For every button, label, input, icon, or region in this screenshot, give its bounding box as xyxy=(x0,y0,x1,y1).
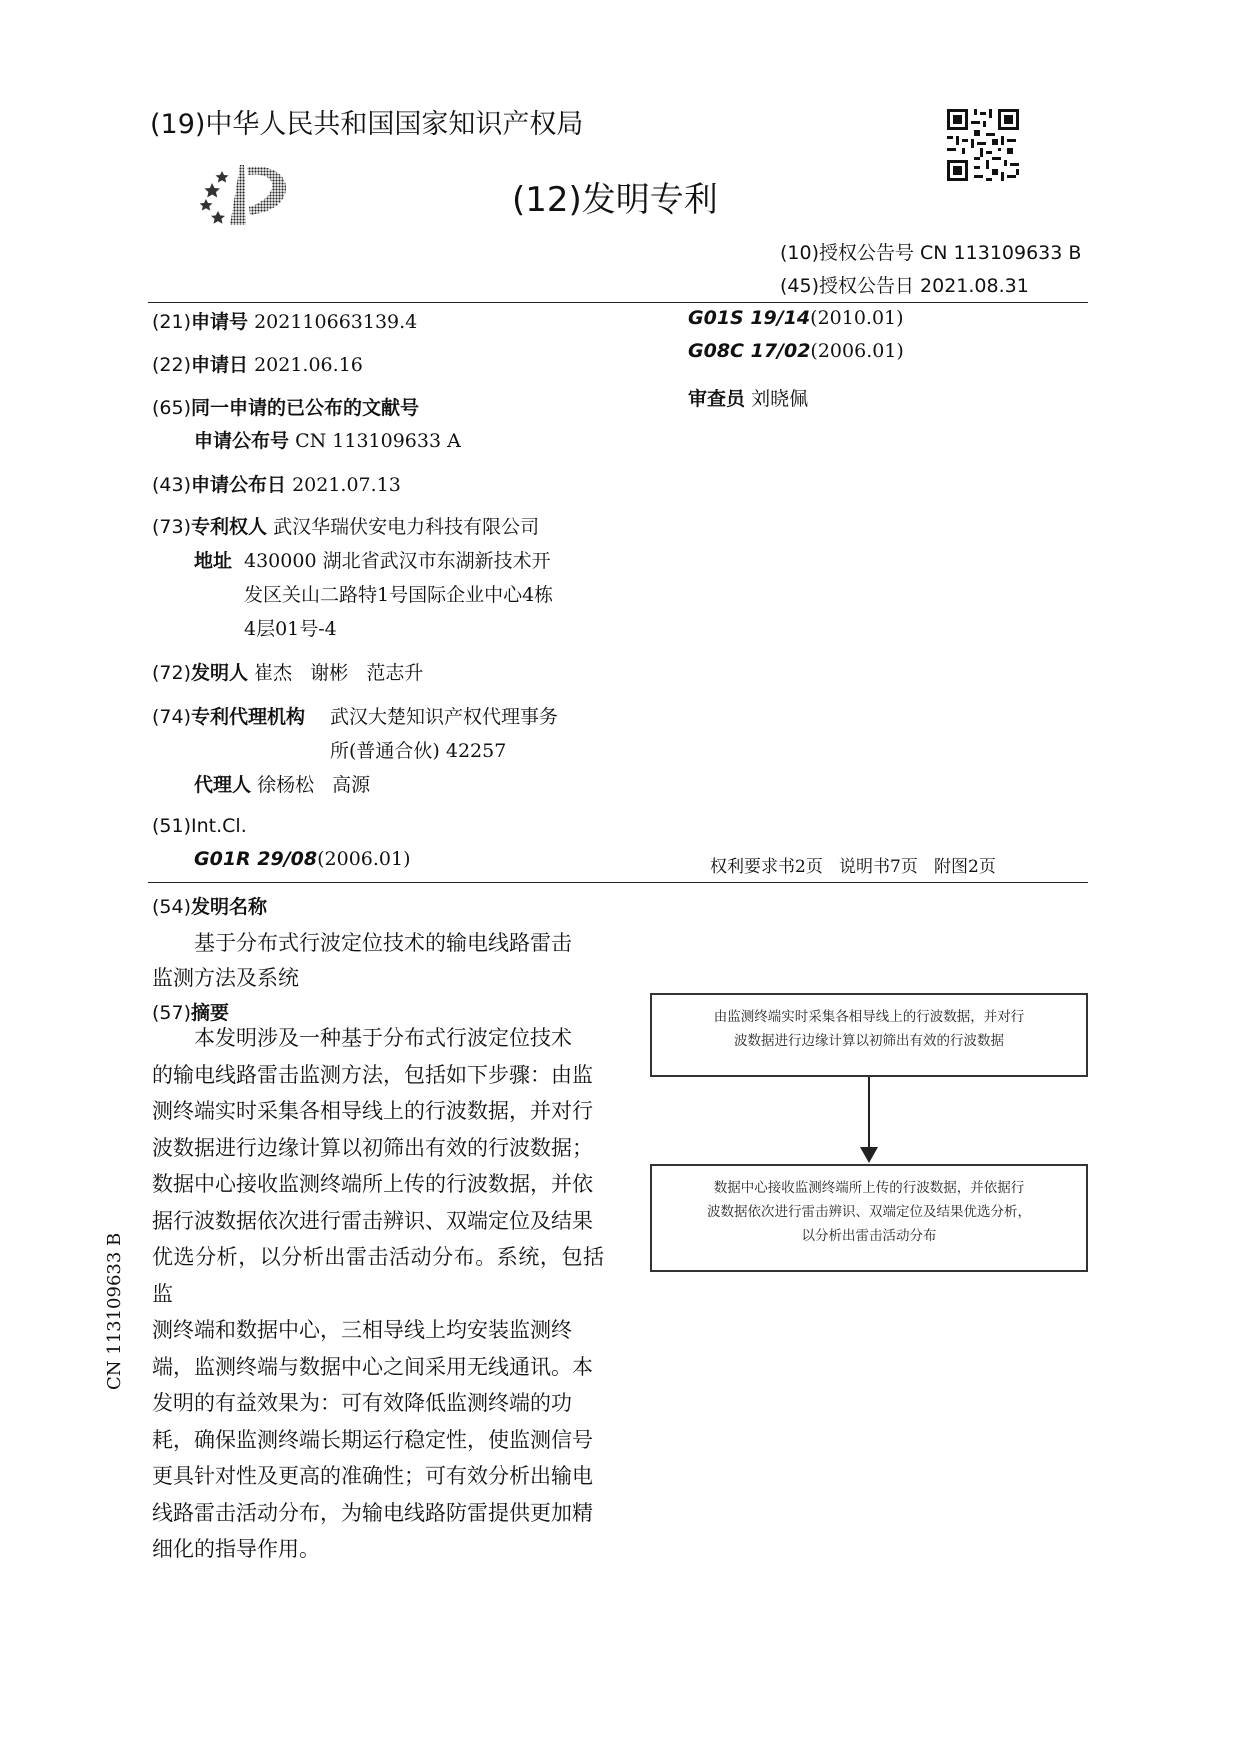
publication-date-row: (43)申请公布日 2021.07.13 xyxy=(152,474,401,496)
application-number: 202110663139.4 xyxy=(254,311,418,333)
grant-number: (10)授权公告号 CN 113109633 B xyxy=(780,242,1082,264)
abstract-line: 端，监测终端与数据中心之间采用无线通讯。本 xyxy=(152,1354,593,1379)
qr-code-icon xyxy=(944,106,1022,184)
abstract-line: 波数据进行边缘计算以初筛出有效的行波数据； xyxy=(152,1135,593,1160)
abstract-line: 耗，确保监测终端长期运行稳定性，使监测信号 xyxy=(152,1427,593,1452)
intcl-class: G01R 29/08 xyxy=(194,848,318,870)
invention-title-line-1: 基于分布式行波定位技术的输电线路雷击 xyxy=(194,931,572,955)
patentee-row: (73)专利权人 武汉华瑞伏安电力科技有限公司 xyxy=(152,516,540,538)
class-row-2: G08C 17/02(2006.01) xyxy=(688,340,904,362)
invention-title-heading: (54)发明名称 xyxy=(152,896,268,918)
examiner: 刘晓佩 xyxy=(751,388,809,410)
address-line-3: 4层01号-4 xyxy=(244,618,337,640)
examiner-row: 审查员 刘晓佩 xyxy=(688,388,809,410)
abstract-line: 数据中心接收监测终端所上传的行波数据，并依 xyxy=(152,1172,593,1196)
abstract-line: 的输电线路雷击监测方法，包括如下步骤：由监 xyxy=(152,1062,593,1087)
agent-row: 代理人 徐杨松 高源 xyxy=(194,774,371,796)
application-date-row: (22)申请日 2021.06.16 xyxy=(152,354,363,376)
abstract-line: 细化的指导作用。 xyxy=(152,1537,320,1561)
agency-line-2: 所(普通合伙) 42257 xyxy=(330,740,507,762)
inventors: 崔杰 谢彬 范志升 xyxy=(254,662,424,684)
abstract-line: 线路雷击活动分布，为输电线路防雷提供更加精 xyxy=(152,1500,593,1525)
grant-date: (45)授权公告日 2021.08.31 xyxy=(780,275,1029,297)
patent-type: (12)发明专利 xyxy=(512,180,718,220)
side-publication-number: CN 113109633 B xyxy=(104,1232,125,1390)
abstract-line: 测终端和数据中心，三相导线上均安装监测终 xyxy=(152,1318,572,1342)
page-counts: 权利要求书2页 说明书7页 附图2页 xyxy=(710,857,996,877)
inventors-row: (72)发明人 崔杰 谢彬 范志升 xyxy=(152,662,424,684)
address-label: 地址 xyxy=(194,550,233,572)
section-divider xyxy=(148,882,1088,883)
flowchart-step-2: 数据中心接收监测终端所上传的行波数据，并依据行 波数据依次进行雷击辨识、双端定位及结果优选分析， 以分析出雷击活动分布 xyxy=(650,1164,1088,1272)
published-doc-row: (65)同一申请的已公布的文献号 xyxy=(152,397,420,419)
agents: 徐杨松 高源 xyxy=(257,774,371,796)
class-row-1: G01S 19/14(2010.01) xyxy=(688,307,904,329)
abstract-heading: (57)摘要 xyxy=(152,1002,230,1024)
publication-number: CN 113109633 A xyxy=(295,430,461,452)
abstract-line: 发明的有益效果为：可有效降低监测终端的功 xyxy=(152,1391,572,1415)
publication-date: 2021.07.13 xyxy=(292,474,401,496)
intcl-row: (51)Int.Cl. xyxy=(152,815,247,837)
agency-line-1: 武汉大楚知识产权代理事务 xyxy=(330,706,559,728)
intcl-class-row: G01R 29/08(2006.01) xyxy=(194,848,411,870)
address-line-1: 430000 湖北省武汉市东湖新技术开 xyxy=(244,550,551,572)
patentee: 武汉华瑞伏安电力科技有限公司 xyxy=(273,516,540,538)
abstract-line: 优选分析，以分析出雷击活动分布。系统，包括监 xyxy=(152,1245,604,1306)
office-name: (19)中华人民共和国国家知识产权局 xyxy=(150,109,584,140)
abstract-line: 测终端实时采集各相导线上的行波数据，并对行 xyxy=(152,1099,593,1123)
header-divider xyxy=(148,302,1088,303)
application-date: 2021.06.16 xyxy=(254,354,363,376)
publication-number-row: 申请公布号 CN 113109633 A xyxy=(194,430,461,452)
abstract-line: 更具针对性及更高的准确性；可有效分析出输电 xyxy=(152,1464,593,1488)
abstract-text xyxy=(152,1020,604,1568)
invention-title-line-2: 监测方法及系统 xyxy=(152,966,299,990)
agency-row: (74)专利代理机构 xyxy=(152,706,306,728)
abstract-line: 据行波数据依次进行雷击辨识、双端定位及结果 xyxy=(152,1208,593,1233)
application-number-row: (21)申请号 202110663139.4 xyxy=(152,311,418,333)
cnipa-logo-icon xyxy=(200,155,315,235)
address-line-2: 发区关山二路特1号国际企业中心4栋 xyxy=(244,584,554,606)
flow-arrow-icon xyxy=(857,1077,881,1164)
abstract-line: 本发明涉及一种基于分布式行波定位技术 xyxy=(194,1026,572,1050)
flowchart-step-1: 由监测终端实时采集各相导线上的行波数据，并对行 波数据进行边缘计算以初筛出有效的行波数据 xyxy=(650,993,1088,1077)
